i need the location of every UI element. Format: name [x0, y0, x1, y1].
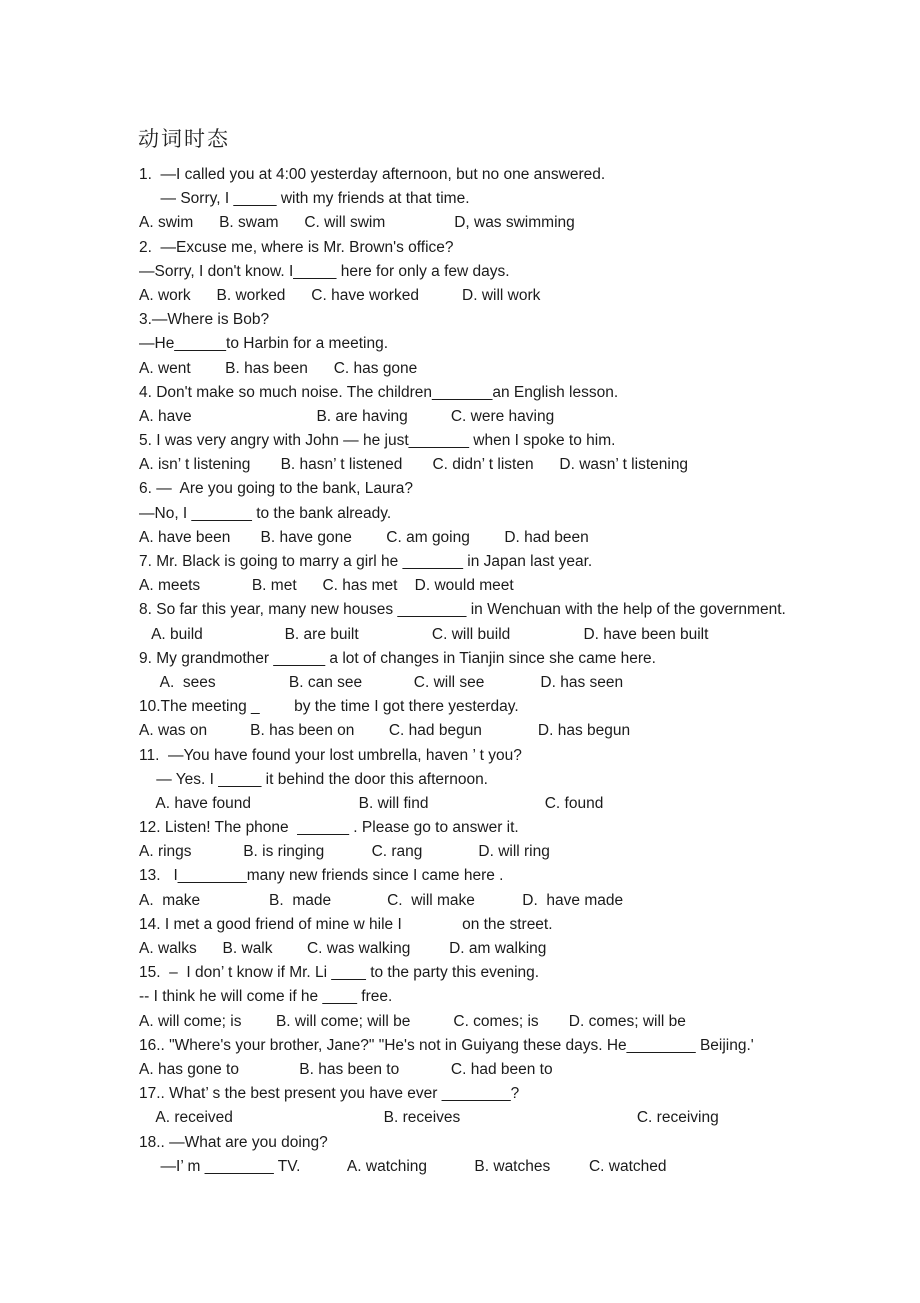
text-line: —I’ m ________ TV. A. watching B. watches C. watched — [139, 1157, 667, 1175]
text-line: 5. I was very angry with John — he just_______ when I spoke to him. — [139, 432, 616, 450]
page-title: 动词时态 — [138, 127, 230, 151]
text-line: A. meets B. met C. has met D. would meet — [139, 577, 514, 595]
text-line: 2. —Excuse me, where is Mr. Brown's office? — [139, 238, 454, 256]
text-line: 7. Mr. Black is going to marry a girl he _______ in Japan last year. — [139, 553, 593, 570]
text-line: A. went B. has been C. has gone — [139, 359, 418, 377]
text-line: A. have B. are having C. were having — [139, 407, 555, 425]
question-lines — [139, 163, 909, 1179]
text-line: 17.. What’ s the best present you have ever ________? — [139, 1085, 520, 1103]
text-line: A. have been B. have gone C. am going D. had been — [139, 528, 589, 546]
text-line: 14. I met a good friend of mine w hile I on the street. — [139, 915, 553, 933]
text-line: 18.. —What are you doing? — [139, 1133, 328, 1151]
text-line: 12. Listen! The phone ______ . Please go to answer it. — [139, 819, 519, 837]
text-line: A. work B. worked C. have worked D. will work — [139, 286, 541, 304]
text-line: A. have found B. will find C. found — [139, 794, 604, 812]
text-line: — Yes. I _____ it behind the door this afternoon. — [139, 770, 488, 788]
text-line: 8. So far this year, many new houses ________ in Wenchuan with the help of the government. — [139, 601, 786, 619]
text-line: 1. —I called you at 4:00 yesterday afternoon, but no one answered. — [139, 166, 606, 183]
text-line: A. received B. receives C. receiving — [139, 1109, 719, 1127]
text-line: A. rings B. is ringing C. rang D. will ring — [139, 843, 550, 861]
text-line: -- I think he will come if he ____ free. — [139, 988, 393, 1006]
text-line: A. build B. are built C. will build D. have been built — [139, 625, 709, 643]
text-line: A. was on B. has been on C. had begun D. has begun — [139, 722, 631, 740]
text-line: 4. Don't make so much noise. The children_______an English lesson. — [139, 383, 619, 401]
text-line: 11. —You have found your lost umbrella, haven ’ t you? — [139, 746, 522, 764]
text-line: —No, I _______ to the bank already. — [139, 504, 392, 522]
text-line: 3.—Where is Bob? — [139, 311, 270, 329]
text-line: 13. I________many new friends since I came here . — [139, 867, 504, 885]
text-line: 6. — Are you going to the bank, Laura? — [139, 480, 414, 498]
text-line: 15. – I don’ t know if Mr. Li ____ to the party this evening. — [139, 964, 540, 982]
text-line: A. will come; is B. will come; will be C. comes; is D. comes; will be — [139, 1012, 686, 1030]
text-line: A. isn’ t listening B. hasn’ t listened C. didn’ t listen D. wasn’ t listening — [139, 456, 689, 474]
text-line: 9. My grandmother ______ a lot of changes in Tianjin since she came here. — [139, 649, 656, 667]
text-line: 16.. "Where's your brother, Jane?" "He's not in Guiyang these days. He________ Beijing.' — [139, 1036, 754, 1054]
text-line: — Sorry, I _____ with my friends at that time. — [139, 190, 470, 208]
text-line: A. make B. made C. will make D. have made — [139, 891, 624, 909]
text-line: A. walks B. walk C. was walking D. am walking — [139, 940, 547, 957]
text-line: —He______to Harbin for a meeting. — [139, 335, 389, 353]
text-line: A. sees B. can see C. will see D. has seen — [139, 673, 624, 691]
text-line: 10.The meeting _ by the time I got there yesterday. — [139, 698, 519, 716]
text-line: —Sorry, I don't know. I_____ here for only a few days. — [139, 262, 510, 280]
text-line: A. swim B. swam C. will swim D, was swimming — [139, 214, 575, 232]
text-line: A. has gone to B. has been to C. had been to — [139, 1060, 553, 1078]
